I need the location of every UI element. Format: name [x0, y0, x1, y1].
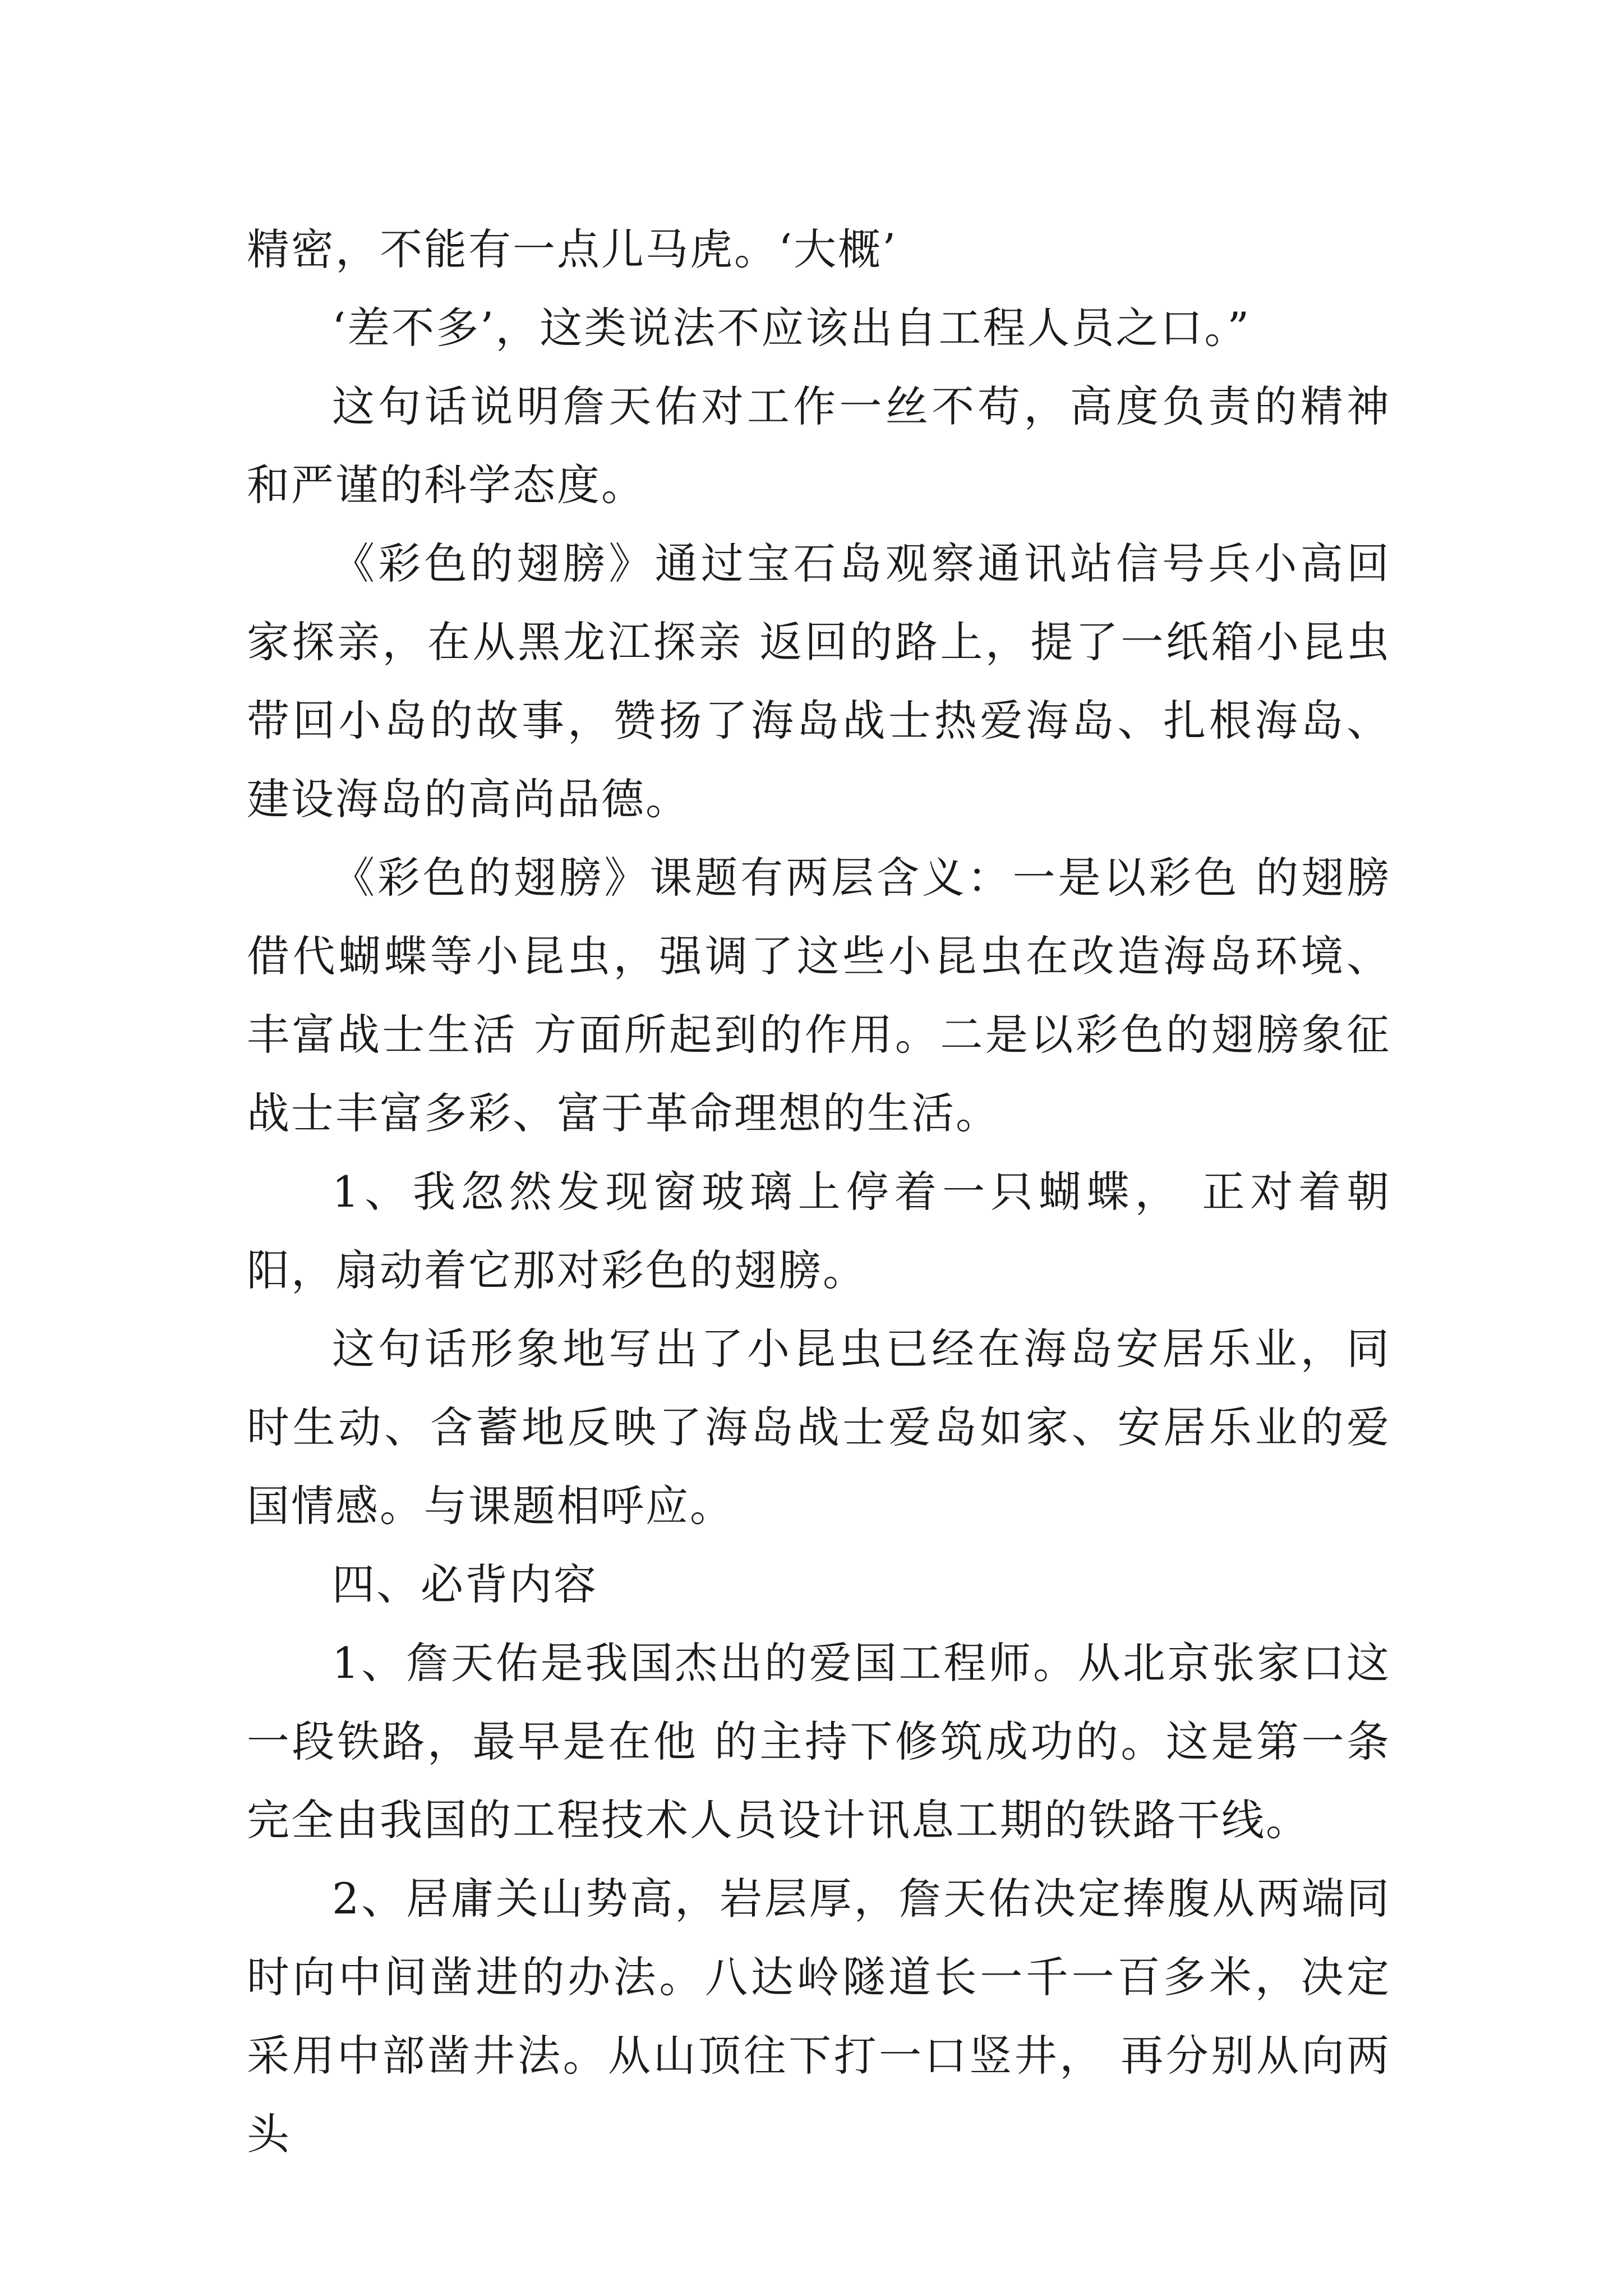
section-heading: 四、必背内容 — [332, 1559, 598, 1609]
paragraph-7: 这句话形象地写出了小昆虫已经在海岛安居乐业，同时生动、含蓄地反映了海岛战士爱岛如家、安居乐业的爱 国情感。与课题相呼应。 — [247, 1324, 1391, 1531]
paragraph-5: 《彩色的翅膀》课题有两层含义：一是以彩色 的翅膀借代蝴蝶等小昆虫，强调了这些小昆虫在改造海岛环境、丰富战士生活 方面所起到的作用。二是以彩色的翅膀象征战士丰富多彩、富于革命理想的生活。 — [247, 853, 1391, 1138]
paragraph-3: 这句话说明詹天佑对工作一丝不苟，高度负责的精神和严谨的科学态度。 — [247, 381, 1391, 510]
paragraph-10: 2、居庸关山势高，岩层厚，詹天佑决定捧腹从两端同时向中间凿进的办法。八达岭隧道长一千一百多米，决定采用中部凿井法。从山顶往下打一口竖井， 再分别从向两头 — [247, 1874, 1391, 2159]
paragraph-4: 《彩色的翅膀》通过宝石岛观察通讯站信号兵小高回家探亲，在从黑龙江探亲 返回的路上，提了一纸箱小昆虫带回小岛的故事，赞扬了海岛战士热爱海岛、扎根海岛、建设海岛的高尚品德。 — [247, 539, 1391, 824]
paragraph-1: 精密，不能有一点儿马虎。‘大概’ — [247, 224, 898, 274]
paragraph-2: ‘差不多’，这类说法不应该出自工程人员之口。” — [332, 303, 1251, 353]
body-text — [247, 210, 1391, 2174]
paragraph-9: 1、詹天佑是我国杰出的爱国工程师。从北京张家口这一段铁路，最早是在他 的主持下修筑成功的。这是第一条完全由我国的工程技术人员设计讯息工期的铁路干线。 — [247, 1638, 1391, 1845]
paragraph-6: 1、我忽然发现窗玻璃上停着一只蝴蝶， 正对着朝阳，扇动着它那对彩色的翅膀。 — [247, 1167, 1391, 1295]
